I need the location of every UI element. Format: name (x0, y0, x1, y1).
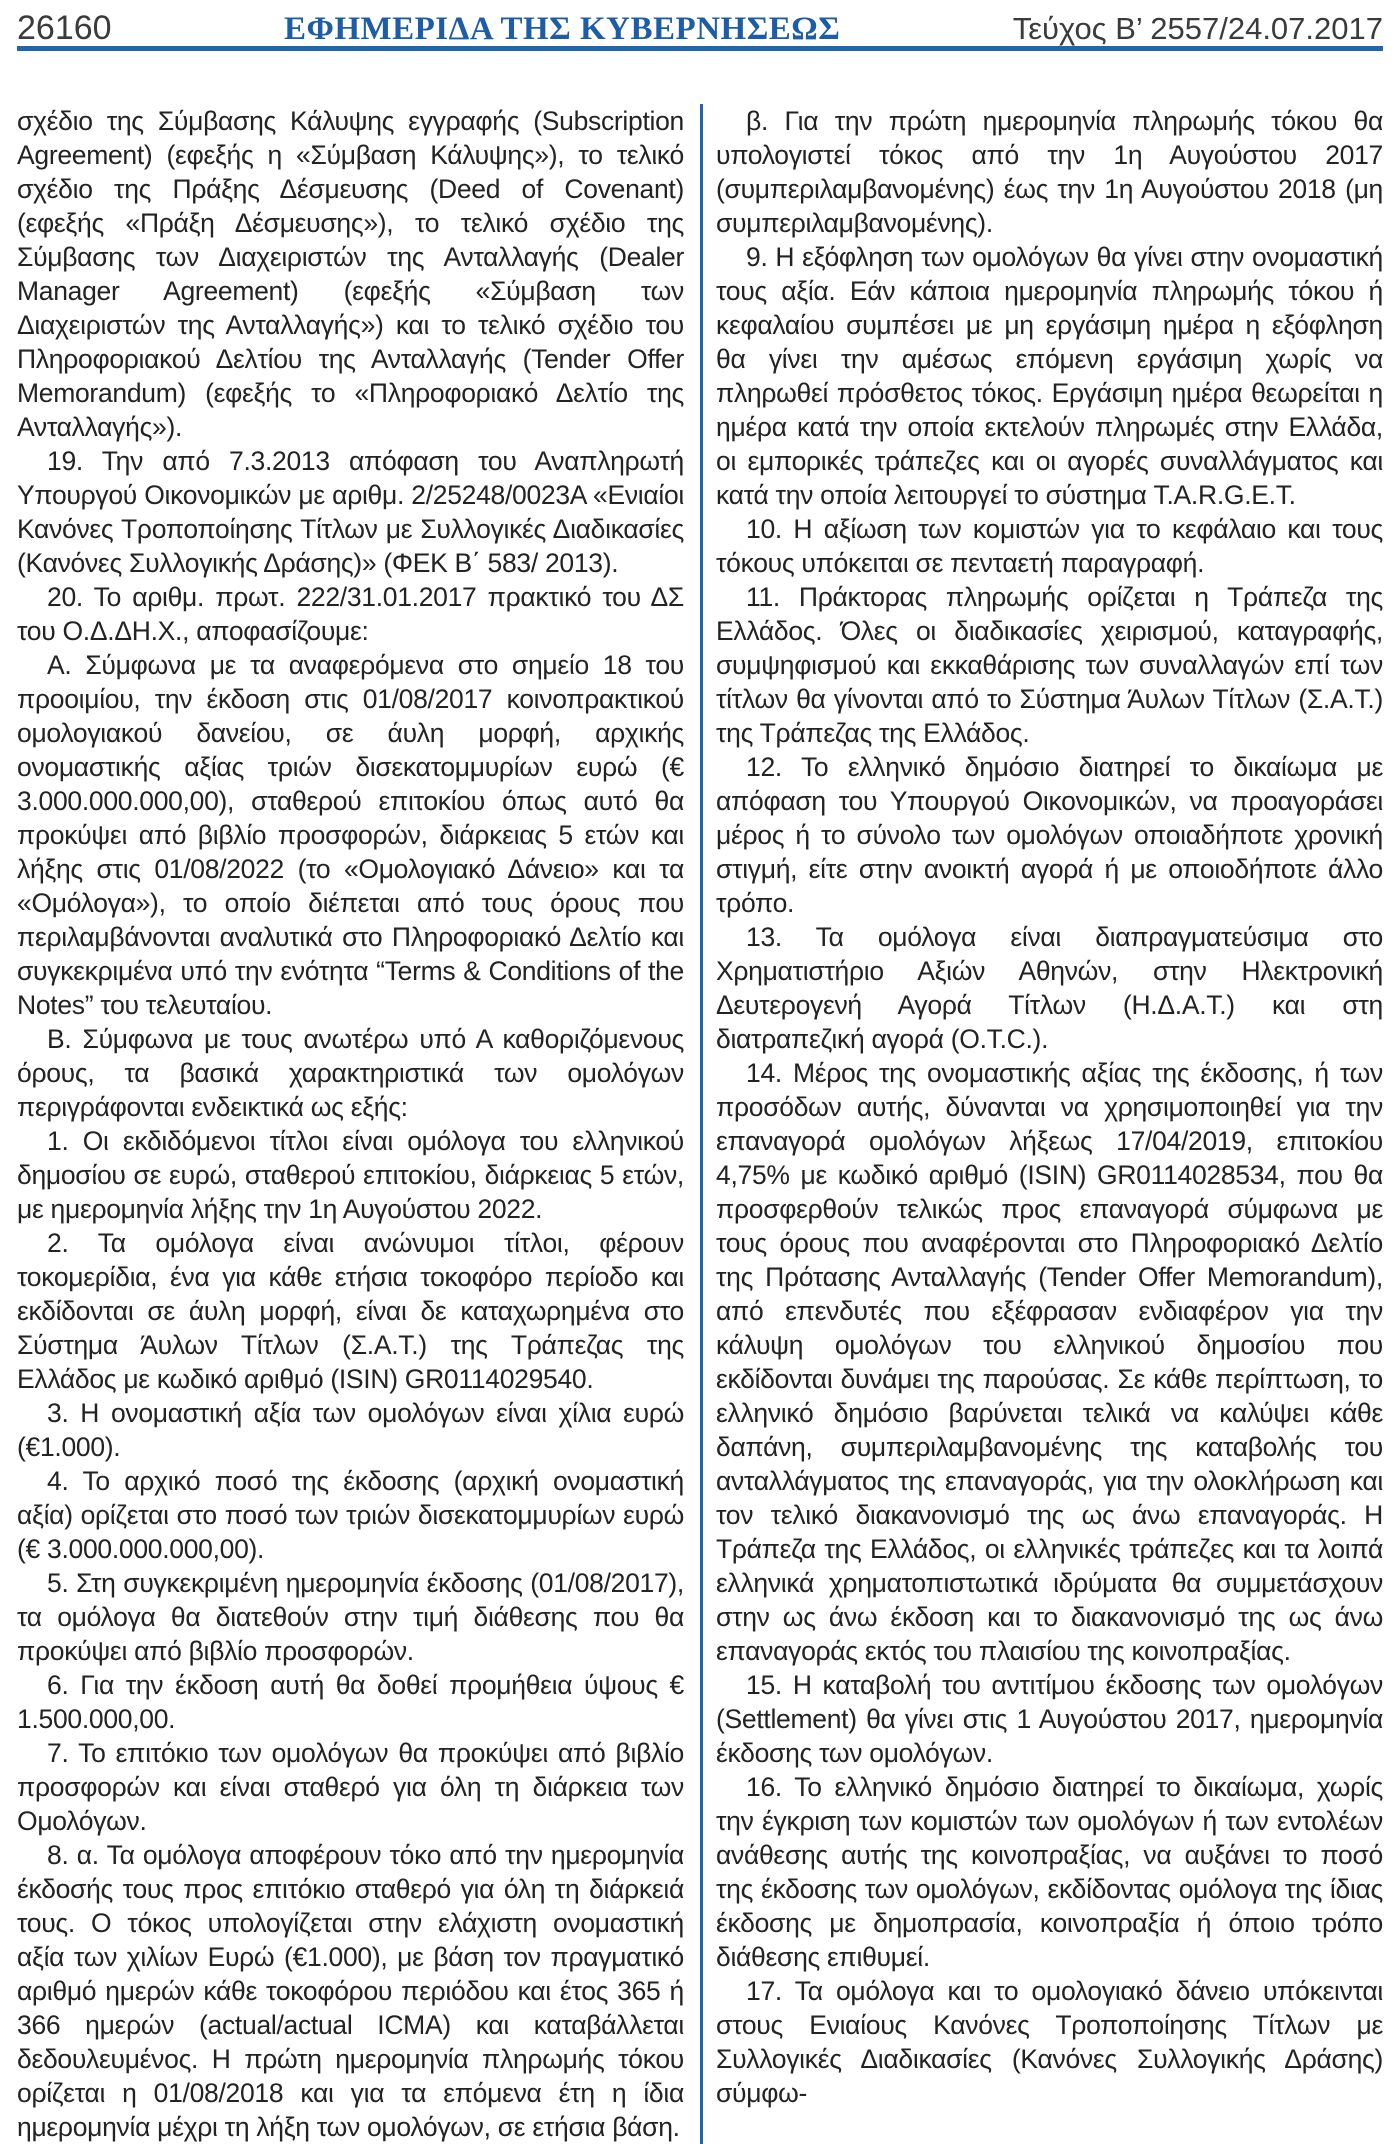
page-number: 26160 (17, 9, 112, 47)
paragraph: Α. Σύμφωνα με τα αναφερόμενα στο σημείο 18 του προοιμίου, την έκδοση στις 01/08/2017 κοινοπρακτικού ομολογιακού δανείου, σε άυλη μορφή, αρχικής ονομαστικής αξίας τριών δισεκατομμυρίων ευρώ (€ 3.000.000.000,00), σταθερού επιτοκίου όπως αυτό θα προκύψει από βιβλίο προσφορών, διάρκειας 5 ετών και λήξης στις 01/08/2022 (το «Ομολογιακό Δάνειο» και τα «Ομόλογα»), το οποίο διέπεται από τους όρους που περιλαμβάνονται αναλυτικά στο Πληροφοριακό Δελτίο και συγκεκριμένα υπό την ενότητα “Terms & Conditions of the Notes” του τελευταίου. (17, 650, 684, 1020)
paragraph: 17. Τα ομόλογα και το ομολογιακό δάνειο υπόκεινται στους Ενιαίους Κανόνες Τροποποίησης Τίτλων με Συλλογικές Διαδικασίες (Κανόνες Συλλογικής Δράσης) σύμφω- (716, 1976, 1383, 2108)
gazette-title: ΕΦΗΜΕΡΙΔΑ ΤΗΣ ΚΥΒΕΡΝΗΣΕΩΣ (283, 11, 841, 47)
paragraph: Β. Σύμφωνα με τους ανωτέρω υπό Α καθοριζόμενους όρους, τα βασικά χαρακτηριστικά των ομολόγων περιγράφονται ενδεικτικά ως εξής: (17, 1024, 684, 1122)
document-body (17, 104, 1383, 2144)
paragraph: 16. Το ελληνικό δημόσιο διατηρεί το δικαίωμα, χωρίς την έγκριση των κομιστών των ομολόγων ή των εντολέων ανάθεσης αυτής της κοινοπραξίας, να αυξάνει το ποσό της έκδοσης των ομολόγων, εκδίδοντας ομόλογα της ίδιας έκδοσης με δημοπρασία, κοινοπραξία ή όποιο τρόπο διάθεσης επιθυμεί. (716, 1772, 1383, 1972)
paragraph: 12. Το ελληνικό δημόσιο διατηρεί το δικαίωμα με απόφαση του Υπουργού Οικονομικών, να προαγοράσει μέρος ή το σύνολο των ομολόγων οποιαδήποτε χρονική στιγμή, είτε στην ανοικτή αγορά ή με οποιοδήποτε άλλο τρόπο. (716, 752, 1383, 918)
paragraph: 15. Η καταβολή του αντιτίμου έκδοσης των ομολόγων (Settlement) θα γίνει στις 1 Αυγούστου 2017, ημερομηνία έκδοσης των ομολόγων. (716, 1670, 1383, 1768)
paragraph: 20. Το αριθμ. πρωτ. 222/31.01.2017 πρακτικό του ΔΣ του Ο.Δ.ΔΗ.Χ., αποφασίζουμε: (17, 582, 684, 646)
paragraph: 9. Η εξόφληση των ομολόγων θα γίνει στην ονομαστική τους αξία. Εάν κάποια ημερομηνία πληρωμής τόκου ή κεφαλαίου συμπέσει με μη εργάσιμη ημέρα η εξόφληση θα γίνει την αμέσως επόμενη εργάσιμη χωρίς να πληρωθεί πρόσθετος τόκος. Εργάσιμη ημέρα θεωρείται η ημέρα κατά την οποία εκτελούν πληρωμές στην Ελλάδα, οι εμπορικές τράπεζες και οι αγορές συναλλάγματος και κατά την οποία λειτουργεί το σύστημα T.A.R.G.E.T. (716, 242, 1383, 510)
paragraph: 3. Η ονομαστική αξία των ομολόγων είναι χίλια ευρώ (€1.000). (17, 1398, 684, 1462)
paragraph: σχέδιο της Σύμβασης Κάλυψης εγγραφής (Subscription Agreement) (εφεξής η «Σύμβαση Κάλυψης»), το τελικό σχέδιο της Πράξης Δέσμευσης (Deed of Covenant) (εφεξής «Πράξη Δέσμευσης»), το τελικό σχέδιο της Σύμβασης των Διαχειριστών της Ανταλλαγής (Dealer Manager Agreement) (εφεξής «Σύμβαση των Διαχειριστών της Ανταλλαγής») και το τελικό σχέδιο του Πληροφοριακού Δελτίου της Ανταλλαγής (Tender Offer Memorandum) (εφεξής το «Πληροφοριακό Δελτίο της Ανταλλαγής»). (17, 106, 684, 442)
paragraph: 11. Πράκτορας πληρωμής ορίζεται η Τράπεζα της Ελλάδος. Όλες οι διαδικασίες χειρισμού, καταγραφής, συμψηφισμού και εκκαθάρισης των συναλλαγών επί των τίτλων θα γίνονται από το Σύστημα Άυλων Τίτλων (Σ.Α.Τ.) της Τράπεζας της Ελλάδος. (716, 582, 1383, 748)
paragraph: 2. Τα ομόλογα είναι ανώνυμοι τίτλοι, φέρουν τοκομερίδια, ένα για κάθε ετήσια τοκοφόρο περίοδο και εκδίδονται σε άυλη μορφή, είναι δε καταχωρημένα στο Σύστημα Άυλων Τίτλων (Σ.Α.Τ.) της Τράπεζας της Ελλάδος με κωδικό αριθμό (ISIN) GR0114029540. (17, 1228, 684, 1394)
paragraph: 6. Για την έκδοση αυτή θα δοθεί προμήθεια ύψους € 1.500.000,00. (17, 1670, 684, 1734)
left-column (17, 104, 684, 2144)
column-divider (700, 104, 703, 2144)
paragraph: 8. α. Τα ομόλογα αποφέρουν τόκο από την ημερομηνία έκδοσής τους προς επιτόκιο σταθερό για όλη τη διάρκειά τους. Ο τόκος υπολογίζεται στην ελάχιστη ονομαστική αξία των χιλίων Ευρώ (€1.000), με βάση τον πραγματικό αριθμό ημερών κάθε τοκοφόρου περιόδου και έτος 365 ή 366 ημερών (actual/actual ICMA) και καταβάλλεται δεδουλευμένος. Η πρώτη ημερομηνία πληρωμής τόκου ορίζεται η 01/08/2018 και για τα επόμενα έτη η ίδια ημερομηνία μέχρι τη λήξη των ομολόγων, σε ετήσια βάση. (17, 1840, 684, 2142)
paragraph: β. Για την πρώτη ημερομηνία πληρωμής τόκου θα υπολογιστεί τόκος από την 1η Αυγούστου 2017 (συμπεριλαμβανομένης) έως την 1η Αυγούστου 2018 (μη συμπεριλαμβανομένης). (716, 106, 1383, 238)
paragraph: 4. Το αρχικό ποσό της έκδοσης (αρχική ονομαστική αξία) ορίζεται στο ποσό των τριών δισεκατομμυρίων ευρώ (€ 3.000.000.000,00). (17, 1466, 684, 1564)
paragraph: 7. Το επιτόκιο των ομολόγων θα προκύψει από βιβλίο προσφορών και είναι σταθερό για όλη τη διάρκεια των Ομολόγων. (17, 1738, 684, 1836)
paragraph: 13. Τα ομόλογα είναι διαπραγματεύσιμα στο Χρηματιστήριο Αξιών Αθηνών, στην Ηλεκτρονική Δευτερογενή Αγορά Τίτλων (Η.Δ.Α.Τ.) και στη διατραπεζική αγορά (O.T.C.). (716, 922, 1383, 1054)
paragraph: 19. Την από 7.3.2013 απόφαση του Αναπληρωτή Υπουργού Οικονομικών με αριθμ. 2/25248/0023Α «Ενιαίοι Κανόνες Τροποποίησης Τίτλων με Συλλογικές Διαδικασίες (Κανόνες Συλλογικής Δράσης)» (ΦΕΚ Β΄ 583/ 2013). (17, 446, 684, 578)
page-header (17, 0, 1383, 47)
paragraph: 5. Στη συγκεκριμένη ημερομηνία έκδοσης (01/08/2017), τα ομόλογα θα διατεθούν στην τιμή διάθεσης που θα προκύψει από βιβλίο προσφορών. (17, 1568, 684, 1666)
paragraph: 10. Η αξίωση των κομιστών για το κεφάλαιο και τους τόκους υπόκειται σε πενταετή παραγραφή. (716, 514, 1383, 578)
issue-info: Τεύχος Β’ 2557/24.07.2017 (1012, 11, 1383, 46)
paragraph: 14. Μέρος της ονομαστικής αξίας της έκδοσης, ή των προσόδων αυτής, δύνανται να χρησιμοποιηθεί για την επαναγορά ομολόγων λήξεως 17/04/2019, επιτοκίου 4,75% με κωδικό αριθμό (ISIN) GR0114028534, που θα προσφερθούν τελικώς προς επαναγορά σύμφωνα με τους όρους που αναφέρονται στο Πληροφοριακό Δελτίο της Πρότασης Ανταλλαγής (Tender Offer Memorandum), από επενδυτές που εξέφρασαν ενδιαφέρον για την κάλυψη ομολόγων του ελληνικού δημοσίου που εκδίδονται δυνάμει της παρούσας. Σε κάθε περίπτωση, το ελληνικό δημόσιο βαρύνεται τελικά να καλύψει κάθε δαπάνη, συμπεριλαμβανομένης της καταβολής του ανταλλάγματος της επαναγοράς, για την ολοκλήρωση και τον τελικό διακανονισμό της ως άνω επαναγοράς. Η Τράπεζα της Ελλάδος, οι ελληνικές τράπεζες και τα λοιπά ελληνικά χρηματοπιστωτικά ιδρύματα θα συμμετάσχουν στην ως άνω έκδοση και το διακανονισμό της ως άνω επαναγοράς εκτός του πλαισίου της κοινοπραξίας. (716, 1058, 1383, 1666)
paragraph: 1. Οι εκδιδόμενοι τίτλοι είναι ομόλογα του ελληνικού δημοσίου σε ευρώ, σταθερού επιτοκίου, διάρκειας 5 ετών, με ημερομηνία λήξης την 1η Αυγούστου 2022. (17, 1126, 684, 1224)
right-column (716, 104, 1383, 2144)
